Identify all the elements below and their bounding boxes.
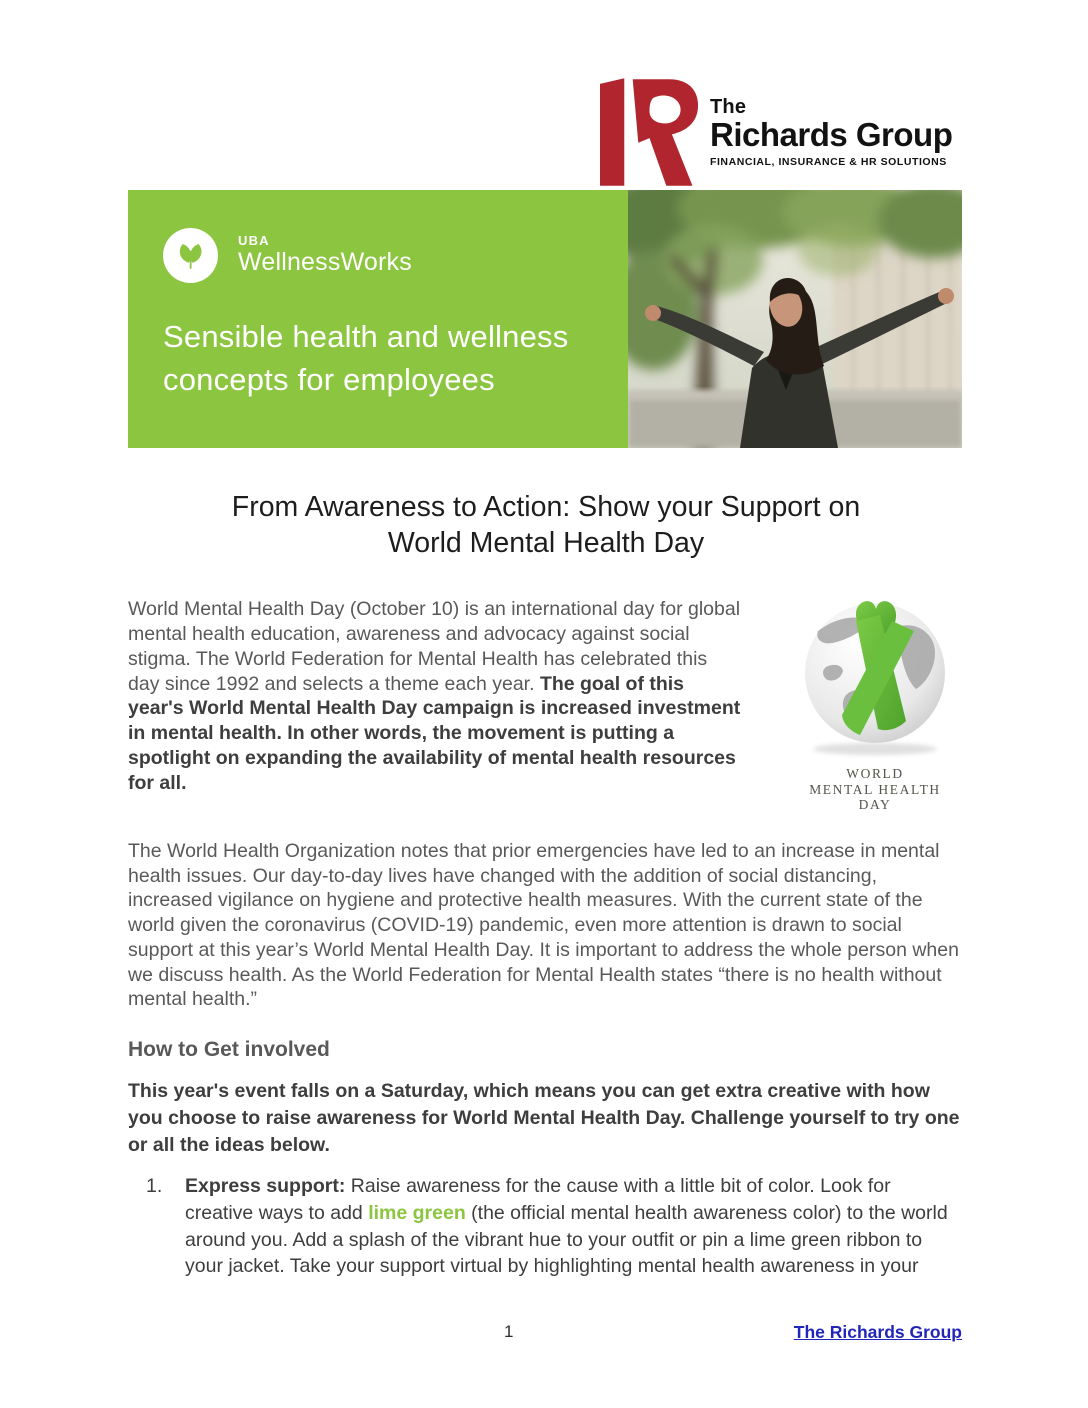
globe-caption <box>786 766 964 813</box>
who-paragraph: The World Health Organization notes that prior emergencies have led to an increase in mental health issues. Our day-to-day lives have changed with the addition of social distancing, increased vigilance on hygiene and protective health measures. With the current state of the world given the coronavirus (COVID-19) pandemic, even more attention is drawn to social support at this year’s World Mental Health Day. It is important to address the whole person when we discuss health. As the World Federation for Mental Health states “there is no health without mental health.” <box>128 839 959 1011</box>
logo-the: The <box>710 96 747 118</box>
list-item <box>128 1173 964 1281</box>
uba-brand-sub: WellnessWorks <box>238 248 412 277</box>
page-footer <box>128 1322 962 1346</box>
wellness-banner <box>128 190 962 448</box>
richards-logo-text <box>710 75 952 168</box>
uba-wordmark <box>238 234 412 277</box>
intro-regular-text: World Mental Health Day (October 10) is an international day for global mental health education, awareness and advocacy against social stigma. The World Federation for Mental Health has celebrated this day since 1992 and selects a theme each year. <box>128 598 741 695</box>
list-item-text <box>185 1173 957 1281</box>
richards-r-mark-icon <box>600 75 699 189</box>
list-number: 1. <box>146 1174 163 1197</box>
leaf-icon <box>173 238 209 274</box>
article-title: From Awareness to Action: Show your Support on World Mental Health Day <box>231 491 861 559</box>
intro-paragraph <box>128 597 742 813</box>
saturday-paragraph: This year's event falls on a Saturday, which means you can get extra creative with how you choose to raise awareness for World Mental Health Day. Challenge yourself to try one or all the ideas below. <box>128 1080 960 1156</box>
lime-green-text: lime green <box>368 1201 466 1224</box>
globe-caption-line3: DAY <box>858 797 892 813</box>
globe-caption-line1: WORLD <box>846 766 904 782</box>
page-number: 1 <box>504 1322 514 1341</box>
uba-logo-row <box>163 228 598 283</box>
footer-link[interactable]: The Richards Group <box>793 1322 962 1342</box>
globe-image <box>786 597 964 813</box>
list-label: Express support: <box>185 1174 346 1197</box>
banner-green-panel <box>128 190 628 448</box>
uba-logo-circle <box>163 228 218 283</box>
richards-group-logo <box>600 75 952 189</box>
intro-bold-text: The goal of this year's World Mental Health Day campaign is increased investment in mental health. In other words, the movement is putting a spotlight on expanding the availability of mental health resources for all. <box>128 672 741 794</box>
logo-name: Richards Group <box>710 116 953 153</box>
list-text-before: Raise awareness for the cause with a little bit of color. Look for creative ways to add <box>185 1174 891 1224</box>
list-text-after: (the official mental health awareness color) to the world around you. Add a splash of the vibrant hue to your outfit or pin a lime green ribbon to your jacket. Take your support virtual by highlighting mental health awareness in your <box>185 1201 948 1278</box>
uba-brand: UBA <box>238 232 270 248</box>
banner-photo <box>628 190 962 448</box>
banner-headline: Sensible health and wellness concepts for employees <box>163 319 569 398</box>
globe-caption-line2: MENTAL HEALTH <box>809 781 941 797</box>
globe-ribbon-icon <box>786 597 964 759</box>
idea-list <box>128 1173 964 1281</box>
logo-tagline: FINANCIAL, INSURANCE & HR SOLUTIONS <box>710 155 947 168</box>
article-body <box>128 448 964 1280</box>
intro-section <box>128 597 964 813</box>
section-heading: How to Get involved <box>128 1038 330 1062</box>
